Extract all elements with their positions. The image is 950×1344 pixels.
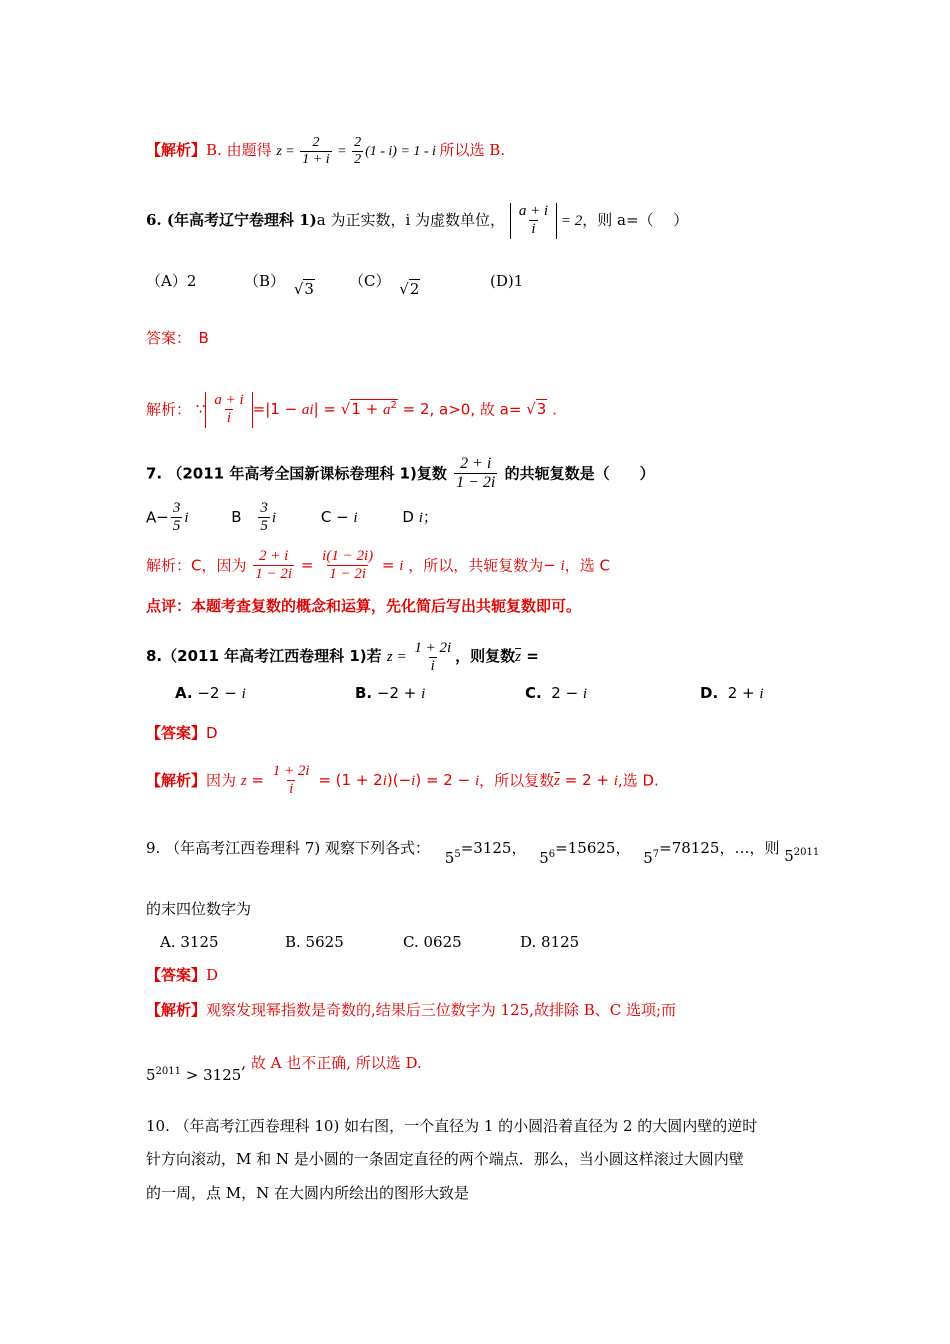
q7-options — [146, 500, 438, 536]
math-expr: ∵ $\frac{a + i}{i}$ $=|1 - ai| = √1 + a^2 = 2$ — [195, 392, 430, 427]
option-label: （C） — [349, 272, 391, 290]
question-10-line3: 的一周，点 M，N 在大圆内所绘出的图形大致是 — [146, 1184, 470, 1202]
analysis-text: B. 由题得 — [206, 140, 272, 159]
option-a-expr: − $\frac{3}{5}$ i — [156, 500, 189, 535]
q8-option-d: D. 2 + i — [700, 684, 764, 702]
q9-analysis-line2: $5^{2011} > 3125$, 故 A 也不正确, 所以选 D. — [146, 1054, 422, 1084]
question-10-line1: 10. （年高考江西卷理科 10) 如右图，一个直径为 1 的小圆沿着直径为 2 的大圆内壁的逆时 — [146, 1117, 758, 1135]
option-c-label: C — [320, 508, 332, 527]
q6-option-d: (D)1 — [490, 272, 524, 290]
option-b-expr: $\frac{3}{5}$ i — [260, 500, 277, 535]
analysis-text: 因为 — [206, 771, 237, 790]
analysis-text-end: 所以选 B. — [439, 140, 505, 159]
q6-analysis: 解析： ∵ $\frac{a + i}{i}$ $=|1 - ai| = √1 + a^2 = 2$, a>0, 故 a= √3 . — [146, 392, 557, 427]
answer-value: D — [206, 724, 218, 742]
option-b-label: B — [231, 508, 242, 527]
option-label: （B） — [244, 272, 286, 290]
analysis-text: 解析：C，因为 — [146, 556, 247, 575]
power-5-5: $5^5$ — [444, 849, 461, 867]
z-bar: $\overline{z}$ — [515, 649, 521, 666]
q8-analysis — [146, 763, 659, 799]
analysis-text-mid: ，所以复数 — [479, 771, 555, 790]
radicand: 2 — [409, 280, 420, 298]
analysis-label: 【解析】 — [146, 140, 207, 159]
option-c-expr: − i — [331, 508, 358, 527]
conclusion-text: 故 A 也不正确, 所以选 D. — [250, 1054, 422, 1072]
q5-analysis — [146, 135, 505, 168]
question-text-end: ，则 a=（ ） — [582, 210, 689, 229]
question-text: 复数 — [416, 464, 447, 483]
analysis-label: 【解析】 — [146, 1001, 207, 1019]
analysis-label: 解析： — [146, 400, 192, 419]
question-8-stem: 8.（2011 年高考江西卷理科 1)若 z = $\frac{1 + 2i}{i}$ ，则复数$\overline{z}$ = — [146, 640, 539, 675]
q6-option-a: （A）2 — [146, 272, 197, 290]
analysis-text: , a>0, 故 a= — [429, 400, 522, 419]
q8-option-a: A. −2 − i — [175, 684, 246, 702]
q9-option-c: C. 0625 — [403, 933, 462, 951]
analysis-text: 观察发现幂指数是奇数的,结果后三位数字为 125,故排除 B、C 选项;而 — [206, 1001, 677, 1019]
question-10-line2: 针方向滚动，M 和 N 是小圆的一条固定直径的两个端点．那么，当小圆这样滚过大圆内壁 — [146, 1150, 744, 1168]
q6-option-b — [244, 272, 315, 298]
question-text-end: 的共轭复数是（ ） — [504, 464, 655, 483]
analysis-label: 【解析】 — [146, 771, 207, 790]
inequality: $5^{2011} > 3125$ — [146, 1066, 242, 1084]
sqrt-expr: √2 — [399, 280, 420, 298]
value-3: =78125，…，则 — [659, 839, 780, 857]
math-expr: z = $\frac{1 + 2i}{i}$ = (1 + 2i)(−i) = 2 − i — [240, 763, 480, 798]
math-abs: $\frac{a + i}{i}$ — [510, 203, 557, 239]
question-text: a 为正实数，i 为虚数单位， — [316, 210, 506, 229]
math-expr: $\frac{2 + i}{1 - 2i}$ = $\frac{i(1 - 2i)}{1 - 2i}$ = i — [255, 548, 404, 583]
analysis-text-mid: ，所以，共轭复数为 — [408, 556, 544, 575]
question-text: 若 — [366, 647, 382, 666]
q9-option-d: D. 8125 — [520, 933, 580, 951]
math-expr: z = $\frac{2}{1 + i}$ = $\frac{2}{2}$ (1 - i) = 1 - i — [276, 135, 440, 168]
value-2: =15625， — [555, 839, 631, 857]
analysis-text-end: ,选 D. — [617, 771, 659, 790]
value-1: =3125， — [460, 839, 527, 857]
q9-option-b: B. 5625 — [285, 933, 344, 951]
q9-option-a: A. 3125 — [160, 933, 219, 951]
question-9-stem — [146, 839, 820, 867]
option-a-label: A — [146, 508, 157, 527]
power-5-6: $5^6$ — [539, 849, 556, 867]
answer-value: D — [206, 966, 219, 984]
question-number: 7. （2011 年高考全国新课标卷理科 1) — [146, 464, 417, 483]
conj-expr: − i — [543, 556, 565, 575]
analysis-text-end: ，选 C — [564, 556, 610, 575]
q6-answer: 答案： B — [146, 329, 209, 347]
option-d-expr: i； — [418, 508, 438, 527]
question-number: 6. (年高考辽宁卷理科 1) — [146, 210, 317, 229]
option-d-label: D — [402, 508, 414, 527]
q8-option-c: C. 2 − i — [525, 684, 588, 702]
q8-answer — [146, 726, 218, 741]
math-expr: z = $\frac{1 + 2i}{i}$ — [386, 640, 452, 675]
question-7-stem — [146, 455, 655, 493]
q9-analysis — [146, 1003, 676, 1018]
q7-comment: 点评：本题考查复数的概念和运算，先化简后写出共轭复数即可。 — [146, 597, 582, 615]
q9-answer — [146, 968, 218, 983]
question-number: 8.（2011 年高考江西卷理科 1) — [146, 647, 367, 666]
q6-option-c — [349, 272, 420, 298]
answer-label: 【答案】 — [146, 724, 207, 742]
q8-option-b: B. −2 + i — [355, 684, 426, 702]
power-5-7: $5^7$ — [643, 849, 660, 867]
math-expr-2: $\overline{z} = 2 + i$ — [554, 771, 618, 790]
question-6-stem — [146, 203, 688, 239]
sqrt-expr: √3 — [293, 280, 314, 298]
sqrt-3: √3 — [526, 400, 547, 419]
question-text-mid: ，则复数 — [455, 647, 516, 666]
q9-stem-line2: 的末四位数字为 — [146, 900, 252, 918]
radicand: 3 — [304, 280, 314, 298]
power-5-2011: $5^{2011}$ — [784, 847, 820, 865]
answer-label: 【答案】 — [146, 966, 207, 984]
math-eq: = 2 — [557, 212, 583, 229]
question-text: 9. （年高考江西卷理科 7) 观察下列各式： — [146, 839, 431, 857]
math-frac: $\frac{2 + i}{1 - 2i}$ — [456, 455, 496, 492]
q7-analysis — [146, 548, 610, 584]
